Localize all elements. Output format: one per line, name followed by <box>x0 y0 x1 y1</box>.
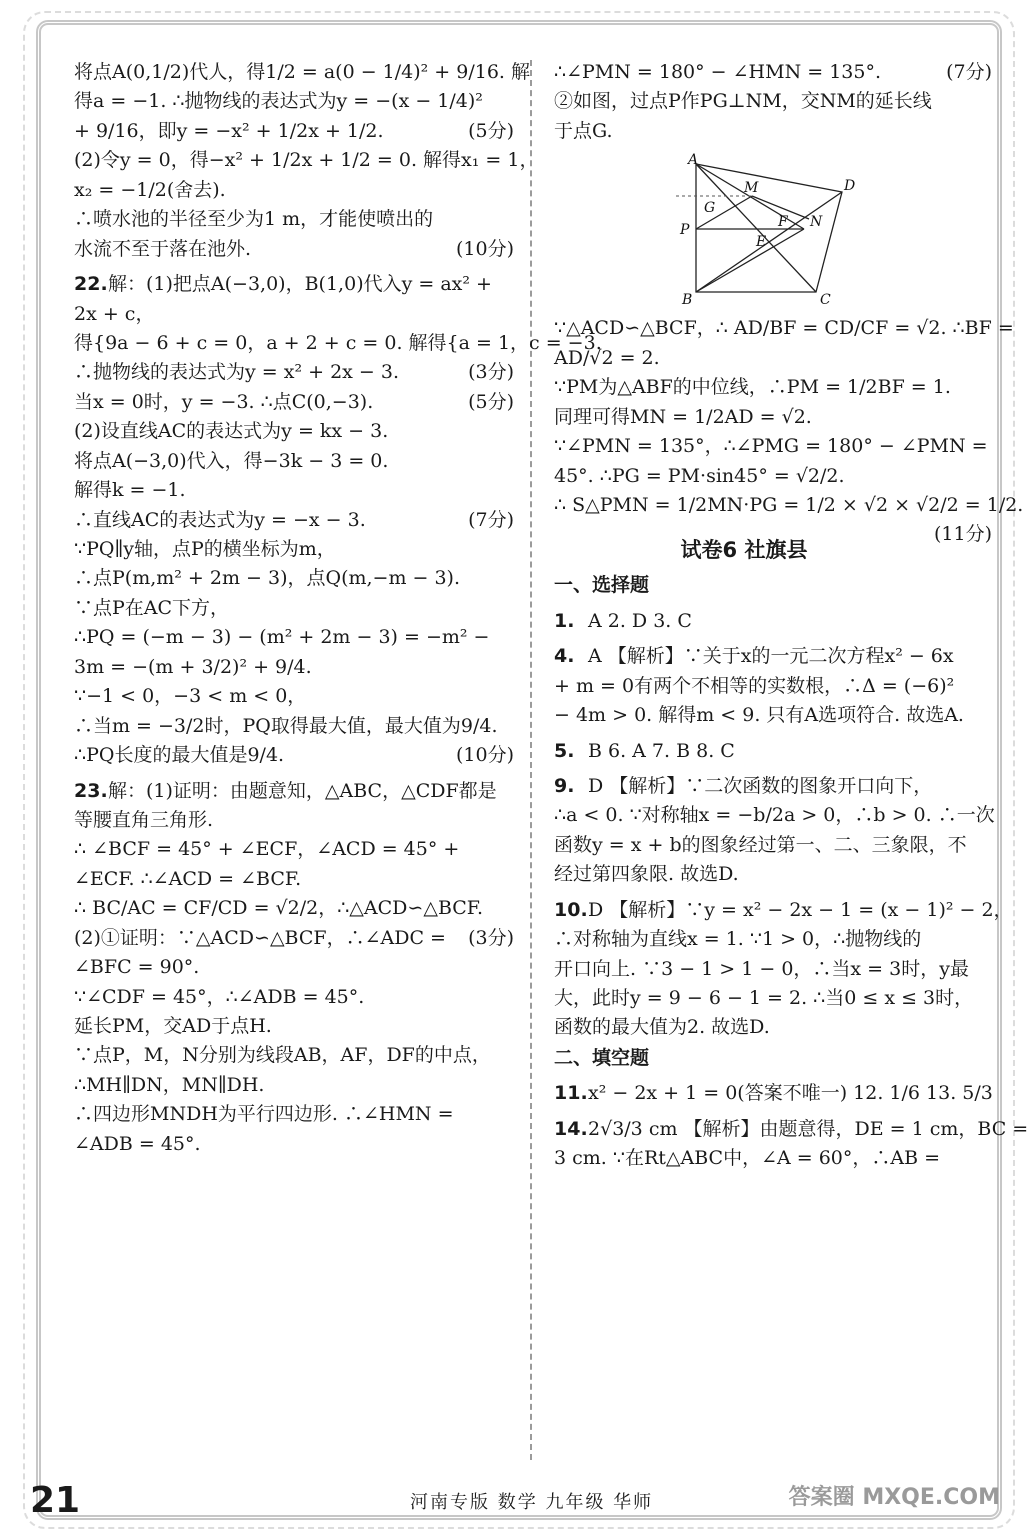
line-text: AD/√2 = 2. <box>554 346 660 369</box>
line-text: ∴点P(m,m² + 2m − 3)，点Q(m,−m − 3). <box>74 567 461 590</box>
question-number: 23. <box>74 779 108 802</box>
score-mark: (3分) <box>468 926 514 949</box>
text-line <box>74 924 514 953</box>
score-mark: (10分) <box>455 237 514 260</box>
line-text: ∵PQ∥y轴，点P的横坐标为m， <box>74 538 336 560</box>
text-line <box>74 682 514 711</box>
text-line <box>74 623 514 652</box>
score-mark: (7分) <box>468 508 514 531</box>
text-line <box>74 1130 514 1159</box>
line-text: ∠ECF. ∴∠ACD = ∠BCF. <box>74 867 302 890</box>
text-line <box>74 953 514 982</box>
section-title: 试卷6 社旗县 <box>680 538 808 563</box>
line-text: 于点G. <box>554 119 613 142</box>
text-line <box>74 594 514 623</box>
line-text: ∵△ACD∽△BCF，∴ AD/BF = CD/CF = √2. ∴BF = <box>554 317 1014 340</box>
line-text: ∠ADB = 45°. <box>74 1132 201 1155</box>
text-line <box>74 653 514 682</box>
text-line <box>554 984 992 1013</box>
text-line <box>74 388 514 417</box>
text-line <box>554 955 992 984</box>
line-text: (2)令y = 0，得−x² + 1/2x + 1/2 = 0. 解得x₁ = 1， <box>74 149 539 172</box>
text-line <box>74 58 531 87</box>
label-C: C <box>820 292 831 309</box>
line-text: ②如图，过点P作PG⊥NM，交NM的延长线 <box>554 90 932 113</box>
text-line <box>554 1013 992 1042</box>
text-line <box>554 462 992 491</box>
line-text: x₂ = −1/2(舍去). <box>74 178 226 201</box>
text-line <box>554 117 992 146</box>
label-N: N <box>810 214 823 231</box>
line-text: D 【解析】∵二次函数的图象开口向下， <box>588 774 933 797</box>
line-text: B 6. A 7. B 8. C <box>588 739 735 762</box>
line-text: 函数y = x + b的图象经过第一、二、三象限，不 <box>554 833 967 856</box>
question-number: 5. <box>554 739 575 762</box>
score-mark: (10分) <box>455 744 514 767</box>
line-text: ∵−1 < 0，−3 < m < 0， <box>74 685 307 708</box>
line-text: 水流不至于落在池外. <box>74 237 252 260</box>
text-line <box>74 235 514 264</box>
line-text: 等腰直角三角形. <box>74 808 214 831</box>
line-text: ∴当m = −3/2时，PQ取得最大值，最大值为9/4. <box>74 714 498 737</box>
score-mark: (5分) <box>468 119 514 142</box>
line-text: ∠BFC = 90°. <box>74 956 200 979</box>
line-text: (2)①证明：∵△ACD∽△BCF，∴∠ADC = <box>74 926 446 949</box>
part2-title: 二、填空题 <box>554 1046 650 1069</box>
book-info: 河南专版 数学 九年级 华师 <box>410 1492 654 1513</box>
text-line <box>74 300 514 329</box>
line-text: x² − 2x + 1 = 0(答案不唯一) 12. 1/6 13. 5/3 <box>588 1082 993 1105</box>
line-text: 延长PM，交AD于点H. <box>74 1015 272 1037</box>
line-text: ∵∠PMN = 135°，∴∠PMG = 180° − ∠PMN = <box>554 435 988 458</box>
line-text: 将点A(−3,0)代入，得−3k − 3 = 0. <box>74 449 389 472</box>
text-line <box>74 176 514 205</box>
page-footer <box>30 1480 1010 1526</box>
line-text: ∵PM为△ABF的中位线，∴PM = 1/2BF = 1. <box>554 376 951 399</box>
line-text: 2√3/3 cm 【解析】由题意得，DE = 1 cm，BC = <box>588 1117 1028 1140</box>
line-text: ∴a < 0. ∵对称轴x = −b/2a > 0，∴b > 0. ∴一次 <box>554 804 995 827</box>
text-line <box>74 270 514 299</box>
text-line <box>554 1079 992 1108</box>
label-E: E <box>756 234 767 251</box>
line-text: 3 cm. ∵在Rt△ABC中，∠A = 60°，∴AB = <box>554 1147 941 1170</box>
text-line <box>74 87 514 116</box>
column-divider <box>530 60 532 1460</box>
line-text: 得{9a − 6 + c = 0，a + 2 + c = 0. 解得{a = 1，c = −3. <box>74 331 602 354</box>
text-line <box>554 1115 1028 1144</box>
text-line <box>74 1012 514 1041</box>
text-line <box>554 432 992 461</box>
line-text: ∵点P，M，N分别为线段AB，AF，DF的中点， <box>74 1044 491 1067</box>
line-text: ∵∠CDF = 45°，∴∠ADB = 45°. <box>74 985 365 1008</box>
line-text: 2x + c， <box>74 302 155 325</box>
line-text: + 9/16，即y = −x² + 1/2x + 1/2. <box>74 119 384 142</box>
question-number: 14. <box>554 1117 588 1140</box>
question-number: 9. <box>554 774 575 797</box>
text-line <box>74 806 514 835</box>
text-line <box>554 491 1024 520</box>
line-text: ∴抛物线的表达式为y = x² + 2x − 3. <box>74 361 399 384</box>
label-G: G <box>704 200 716 217</box>
line-text: 解得k = −1. <box>74 479 186 502</box>
label-M: M <box>744 180 759 197</box>
text-line <box>74 205 514 234</box>
line-text: D 【解析】∵y = x² − 2x − 1 = (x − 1)² − 2， <box>588 898 1013 921</box>
text-line <box>554 607 992 636</box>
label-B: B <box>682 292 693 309</box>
line-text: 函数的最大值为2. 故选D. <box>554 1016 770 1039</box>
line-text: ∴ BC/AC = CF/CD = √2/2，∴△ACD∽△BCF. <box>74 897 484 920</box>
text-line <box>554 344 992 373</box>
line-text: ∴四边形MNDH为平行四边形. ∴∠HMN = <box>74 1103 454 1126</box>
text-line <box>74 417 514 446</box>
question-number: 4. <box>554 645 575 668</box>
line-text: 经过第四象限. 故选D. <box>554 863 739 886</box>
page-number: 21 <box>30 1480 81 1521</box>
score-mark: (3分) <box>468 361 514 384</box>
text-line <box>74 865 514 894</box>
line-text: ∴直线AC的表达式为y = −x − 3. <box>74 508 366 531</box>
text-line <box>74 146 539 175</box>
question-number: 11. <box>554 1082 588 1105</box>
question-number: 1. <box>554 609 575 632</box>
part1-title: 一、选择题 <box>554 574 650 597</box>
line-text: ∴ S△PMN = 1/2MN·PG = 1/2 × √2 × √2/2 = 1/2. <box>554 493 1024 516</box>
text-line <box>74 1100 514 1129</box>
text-line <box>74 476 514 505</box>
score-mark: (7分) <box>946 61 992 83</box>
geometry-figure <box>674 152 856 309</box>
label-P: P <box>680 222 690 239</box>
text-line <box>74 447 514 476</box>
line-text: 得a = −1. ∴抛物线的表达式为y = −(x − 1/4)² <box>74 90 483 113</box>
text-line <box>74 358 514 387</box>
line-text: ∴PQ长度的最大值是9/4. <box>74 744 285 767</box>
line-text: A 2. D 3. C <box>588 609 692 632</box>
text-line <box>554 801 995 830</box>
score-mark: (11分) <box>933 523 992 546</box>
line-text: ∴对称轴为直线x = 1. ∵1 > 0，∴抛物线的 <box>554 928 922 951</box>
text-line <box>554 87 992 116</box>
text-line <box>74 712 514 741</box>
line-text: 45°. ∴PG = PM·sin45° = √2/2. <box>554 464 845 487</box>
text-line <box>74 117 514 146</box>
label-D: D <box>844 178 856 195</box>
line-text: + m = 0有两个不相等的实数根，∴Δ = (−6)² <box>554 674 955 697</box>
question-number: 10. <box>554 898 588 921</box>
line-text: 大，此时y = 9 − 6 − 1 = 2. ∴当0 ≤ x ≤ 3时， <box>554 987 974 1010</box>
line-text: (2)设直线AC的表达式为y = kx − 3. <box>74 420 389 443</box>
label-F: F <box>778 214 788 231</box>
text-line <box>554 772 992 801</box>
line-text: 解：(1)把点A(−3,0)，B(1,0)代入y = ax² + <box>108 273 492 296</box>
text-line <box>74 1071 514 1100</box>
text-line <box>554 373 992 402</box>
text-line <box>554 58 992 87</box>
text-line <box>74 564 514 593</box>
line-text: 同理可得MN = 1/2AD = √2. <box>554 405 812 428</box>
line-text: 开口向上. ∵3 − 1 > 1 − 0，∴当x = 3时，y最 <box>554 957 969 980</box>
line-text: ∴ ∠BCF = 45° + ∠ECF，∠ACD = 45° + <box>74 838 460 861</box>
text-line <box>554 672 992 701</box>
question-number: 22. <box>74 273 108 296</box>
line-text: ∴∠PMN = 180° − ∠HMN = 135°. <box>554 61 882 83</box>
text-line <box>554 925 992 954</box>
text-line <box>554 314 1014 343</box>
text-line <box>554 701 992 730</box>
line-text: ∵点P在AC下方， <box>74 596 230 619</box>
text-line <box>74 741 514 770</box>
line-text: ∴MH∥DN，MN∥DH. <box>74 1073 265 1096</box>
text-line <box>554 737 992 766</box>
text-line <box>74 535 514 564</box>
line-text: ∴喷水池的半径至少为1 m，才能使喷出的 <box>74 208 434 231</box>
line-text: 当x = 0时，y = −3. ∴点C(0,−3). <box>74 390 374 413</box>
text-line <box>74 1041 514 1070</box>
watermark-text: 答案圈 MXQE.COM <box>788 1485 1000 1510</box>
text-line <box>554 1144 992 1173</box>
score-mark: (5分) <box>468 390 514 413</box>
line-text: 将点A(0,1/2)代人，得1/2 = a(0 − 1/4)² + 9/16. 解 <box>74 61 531 83</box>
text-line <box>554 896 1013 925</box>
text-line <box>74 777 514 806</box>
text-line <box>554 403 992 432</box>
line-text: − 4m > 0. 解得m < 9. 只有A选项符合. 故选A. <box>554 704 964 727</box>
text-line <box>554 860 992 889</box>
line-text: 解：(1)证明：由题意知，△ABC，△CDF都是 <box>108 779 497 802</box>
line-text: ∴PQ = (−m − 3) − (m² + 2m − 3) = −m² − <box>74 626 490 649</box>
line-text: A 【解析】∵关于x的一元二次方程x² − 6x <box>588 645 954 668</box>
right-column <box>554 58 1028 1174</box>
text-line <box>74 506 514 535</box>
text-line <box>74 983 514 1012</box>
text-line <box>74 329 602 358</box>
text-line <box>554 831 992 860</box>
text-line <box>554 642 992 671</box>
text-line <box>74 835 514 864</box>
label-A: A <box>688 152 699 169</box>
line-text: 3m = −(m + 3/2)² + 9/4. <box>74 655 312 678</box>
